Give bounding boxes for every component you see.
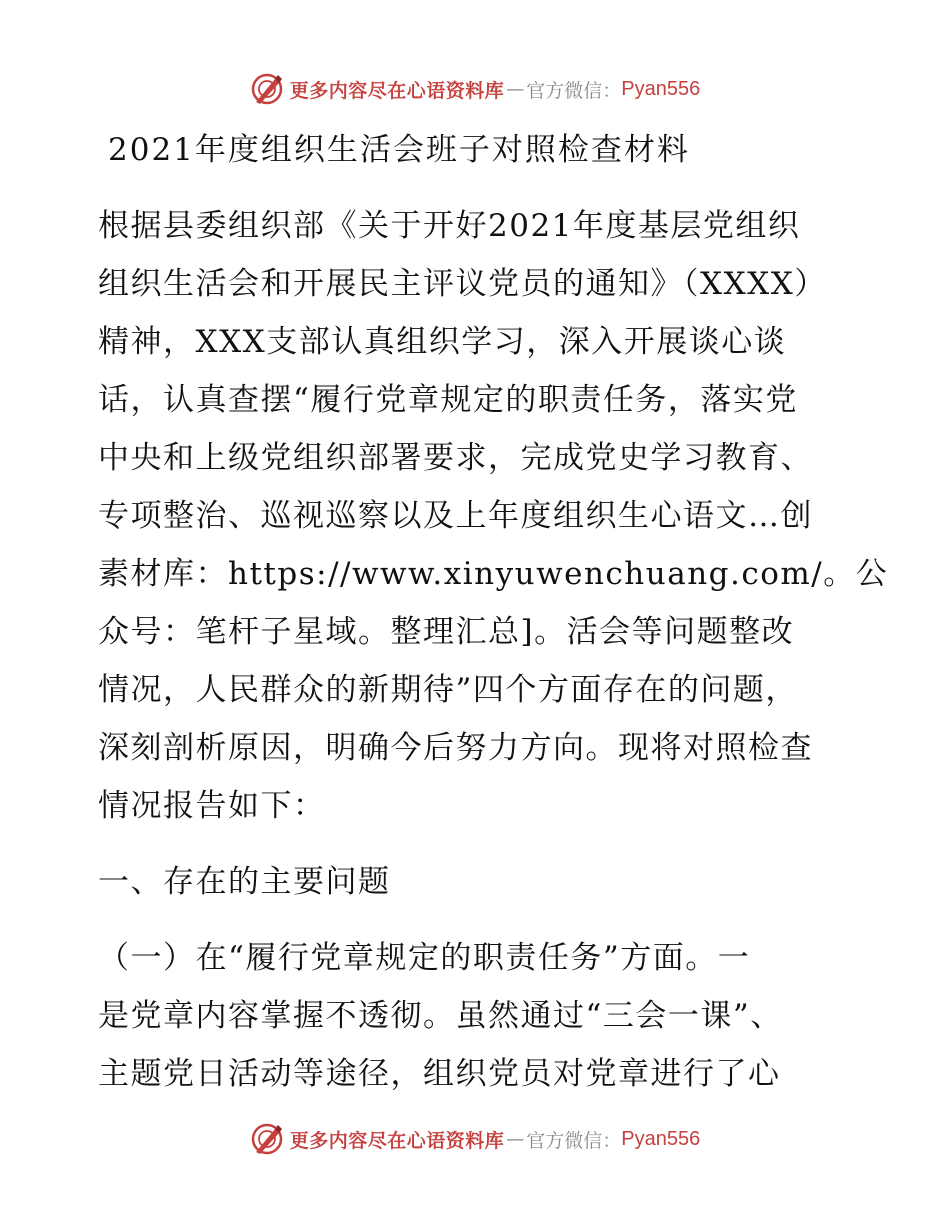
pen-logo-icon xyxy=(250,1122,284,1156)
body-line: 是党章内容掌握不透彻。虽然通过“三会一课”、 xyxy=(98,998,783,1034)
body-line: （一）在“履行党章规定的职责任务”方面。一 xyxy=(98,940,751,976)
pen-logo-icon xyxy=(250,72,284,106)
body-line: 情况报告如下： xyxy=(98,788,326,824)
watermark-separator: — xyxy=(506,78,525,100)
body-line: 组织生活会和开展民主评议党员的通知》（XXXX） xyxy=(98,266,827,302)
body-line: 精神，XXX支部认真组织学习，深入开展谈心谈 xyxy=(98,324,787,360)
body-line: 中央和上级党组织部署要求，完成党史学习教育、 xyxy=(98,440,813,476)
watermark-separator: — xyxy=(506,1128,525,1150)
watermark-wechat-label: 官方微信： xyxy=(526,79,622,102)
section-heading: 一、存在的主要问题 xyxy=(98,864,391,900)
watermark-site-text: 更多内容尽在心语资料库 xyxy=(289,1129,505,1152)
watermark-site-text: 更多内容尽在心语资料库 xyxy=(289,79,505,102)
body-line: 素材库：https://www.xinyuwenchuang.com/。公 xyxy=(98,556,889,592)
watermark-wechat-id: Pyan556 xyxy=(621,77,701,100)
body-line: 情况，人民群众的新期待”四个方面存在的问题， xyxy=(98,672,798,708)
body-line: 话，认真查摆“履行党章规定的职责任务，落实党 xyxy=(98,382,798,418)
body-line: 众号：笔杆子星域。整理汇总]。活会等问题整改 xyxy=(98,614,795,650)
watermark-header xyxy=(0,66,950,112)
watermark-wechat-id: Pyan556 xyxy=(621,1127,701,1150)
body-line: 专项整治、巡视巡察以及上年度组织生心语文…创 xyxy=(98,498,813,534)
document-title: 2021年度组织生活会班子对照检查材料 xyxy=(108,132,690,168)
body-line: 深刻剖析原因，明确今后努力方向。现将对照检查 xyxy=(98,730,813,766)
body-line: 主题党日活动等途径，组织党员对党章进行了心 xyxy=(98,1056,781,1092)
watermark-footer xyxy=(0,1116,950,1162)
body-line: 根据县委组织部《关于开好2021年度基层党组织 xyxy=(98,208,801,244)
watermark-wechat-label: 官方微信： xyxy=(526,1129,622,1152)
